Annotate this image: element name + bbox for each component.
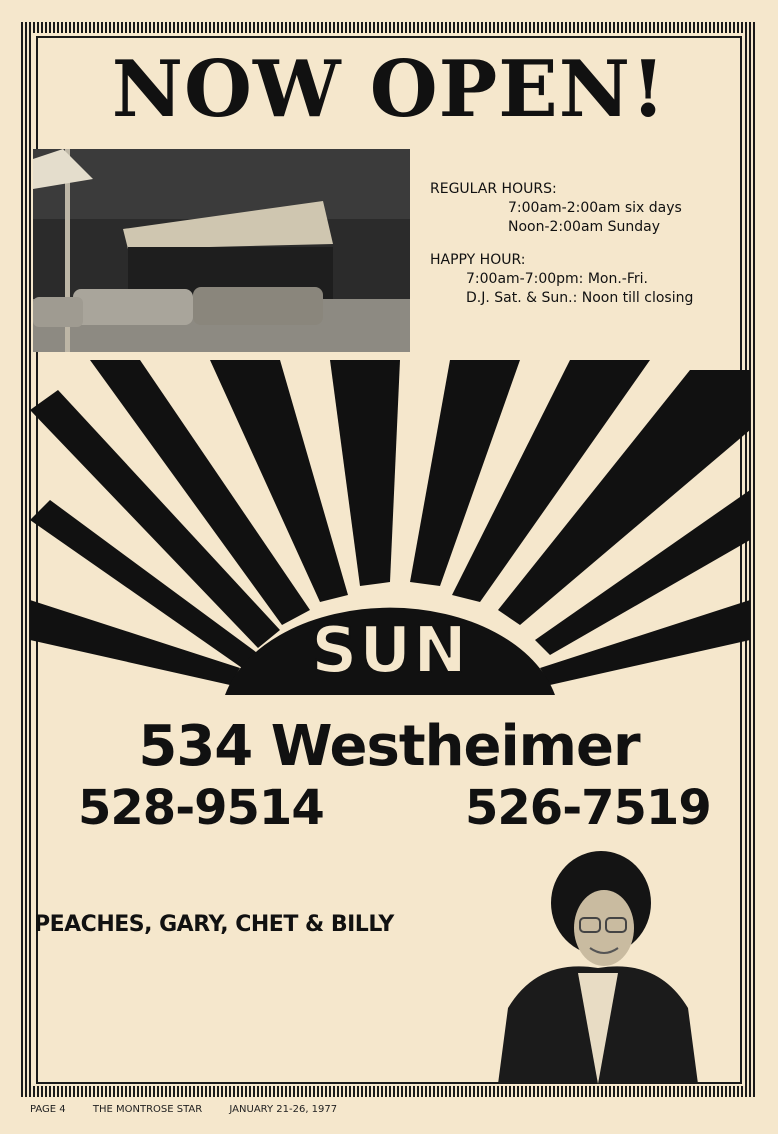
logo-sun-word: SUN <box>311 614 469 688</box>
phone-number: 526-7519 <box>465 780 711 836</box>
happy-hour-label: HAPPY HOUR: <box>430 252 526 268</box>
headline: NOW OPEN! <box>111 44 667 135</box>
bartender-photo <box>498 848 698 1084</box>
regular-hours-line: Noon-2:00am Sunday <box>508 219 661 235</box>
regular-hours-label: REGULAR HOURS: <box>430 181 557 197</box>
dj-line: D.J. Sat. & Sun.: Noon till closing <box>466 290 694 306</box>
midnite-sun-logo <box>30 350 750 720</box>
page-footer <box>30 1104 750 1115</box>
staff-names: PEACHES, GARY, CHET & BILLY <box>34 912 394 937</box>
address: 534 Westheimer <box>138 714 640 779</box>
happy-hour-line: 7:00am-7:00pm: Mon.-Fri. <box>466 271 648 287</box>
page-number: PAGE 4 <box>30 1104 66 1115</box>
issue-date: JANUARY 21-26, 1977 <box>229 1104 338 1115</box>
hours-block <box>430 180 740 308</box>
phone-number: 528-9514 <box>78 780 324 836</box>
building-photo <box>33 149 410 352</box>
newspaper-name: THE MONTROSE STAR <box>92 1104 203 1115</box>
regular-hours-line: 7:00am-2:00am six days <box>508 200 682 216</box>
